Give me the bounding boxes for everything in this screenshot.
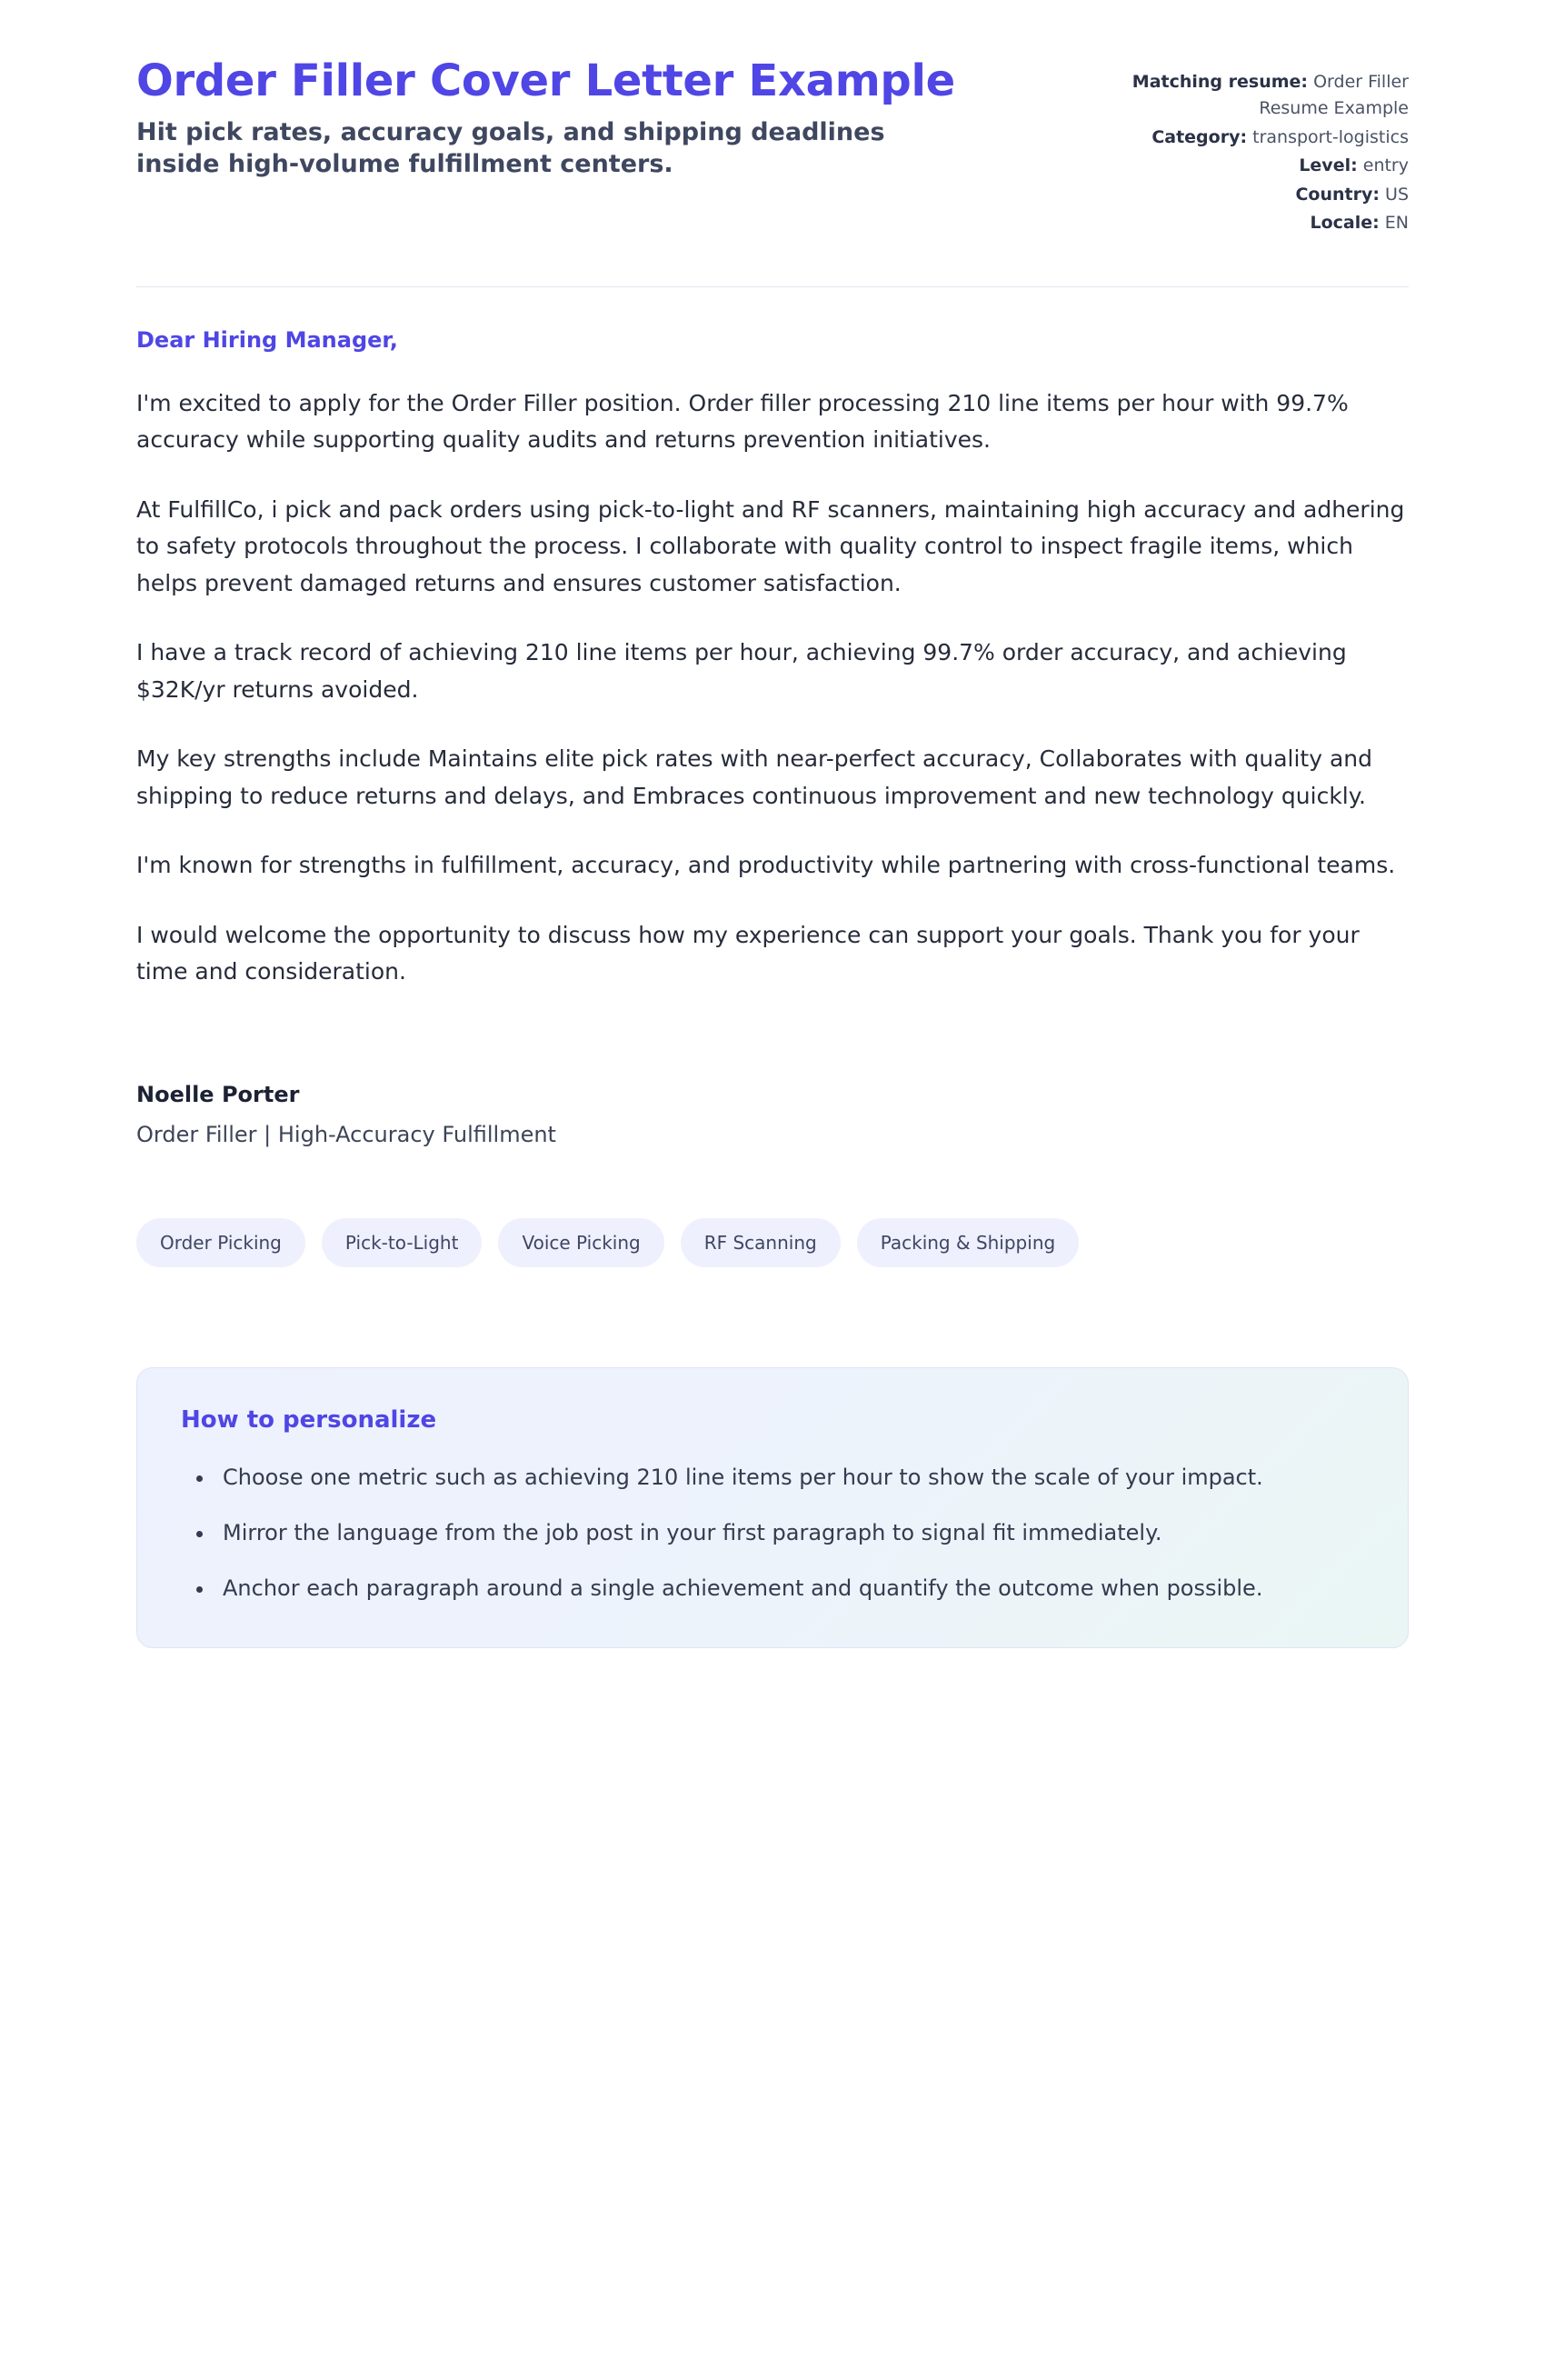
meta-label-matching-resume: Matching resume: bbox=[1131, 72, 1309, 92]
meta-label-level: Level: bbox=[1299, 155, 1358, 176]
skill-tag-pick-to-light[interactable]: Pick-to-Light bbox=[322, 1218, 483, 1267]
letter-paragraph-2: At FulfillCo, i pick and pack orders using pick-to-light and RF scanners, maintaining high accuracy and adhering to safety protocols throughout the process. I collaborate with quality control to inspect fragile items, which helps prevent damaged returns and ensures customer satisfaction. bbox=[136, 495, 1405, 596]
skill-tag-order-picking[interactable]: Order Picking bbox=[136, 1218, 305, 1267]
letter-paragraph-4: My key strengths include Maintains elite pick rates with near-perfect accuracy, Collaborates with quality and shipping to reduce returns and delays, and Embraces continuous improvement and new technology quickly. bbox=[136, 745, 1373, 809]
signature-role: Order Filler | High-Accuracy Fulfillment bbox=[136, 1121, 556, 1147]
meta-label-country: Country: bbox=[1295, 184, 1380, 205]
header-text-block bbox=[136, 56, 955, 181]
page-subtitle: Hit pick rates, accuracy goals, and shipping deadlines inside high-volume fulfillment centers. bbox=[136, 117, 885, 179]
callout-title: How to personalize bbox=[181, 1405, 437, 1434]
letter-paragraph-6: I would welcome the opportunity to discuss how my experience can support your goals. Thank you for your time and consideration. bbox=[136, 921, 1360, 985]
how-to-personalize-callout bbox=[136, 1367, 1409, 1649]
meta-row-matching-resume bbox=[1100, 69, 1409, 123]
signature-name: Noelle Porter bbox=[136, 1081, 300, 1107]
callout-list-item-3: • Anchor each paragraph around a single achievement and quantify the outcome when possible. bbox=[215, 1572, 1364, 1605]
meta-label-category: Category: bbox=[1151, 126, 1248, 147]
skill-tag-voice-picking[interactable]: Voice Picking bbox=[498, 1218, 663, 1267]
skill-tag-packing-shipping[interactable]: Packing & Shipping bbox=[857, 1218, 1079, 1267]
letter-salutation: Dear Hiring Manager, bbox=[136, 326, 398, 353]
letter-paragraph-3: I have a track record of achieving 210 line items per hour, achieving 99.7% order accuracy, and achieving $32K/yr returns avoided. bbox=[136, 639, 1347, 703]
meta-value-locale: EN bbox=[1384, 213, 1409, 234]
page-title: Order Filler Cover Letter Example bbox=[136, 55, 955, 106]
meta-value-level: entry bbox=[1362, 155, 1409, 176]
meta-value-country: US bbox=[1385, 184, 1409, 205]
letter-paragraph-1: I'm excited to apply for the Order Filler position. Order filler processing 210 line items per hour with 99.7% accuracy while supporting quality audits and returns prevention initiatives. bbox=[136, 389, 1349, 454]
skill-tag-rf-scanning[interactable]: RF Scanning bbox=[681, 1218, 841, 1267]
document-header bbox=[136, 56, 1409, 239]
meta-row-level bbox=[1100, 153, 1409, 179]
signature-block bbox=[136, 1082, 1409, 1147]
meta-label-locale: Locale: bbox=[1310, 213, 1380, 234]
meta-value-matching-resume: Order Filler Resume Example bbox=[1259, 72, 1409, 119]
letter-paragraph-5: I'm known for strengths in fulfillment, accuracy, and productivity while partnering with cross-functional teams. bbox=[136, 852, 1396, 879]
meta-row-category bbox=[1100, 125, 1409, 151]
meta-value-category: transport-logistics bbox=[1252, 126, 1409, 147]
cover-letter-body bbox=[136, 287, 1409, 1147]
callout-list-item-1: • Choose one metric such as achieving 210 line items per hour to show the scale of your impact. bbox=[215, 1461, 1364, 1495]
meta-row-locale bbox=[1100, 210, 1409, 236]
skill-tag-list bbox=[136, 1218, 1409, 1267]
metadata-panel bbox=[1100, 56, 1409, 239]
callout-list bbox=[181, 1461, 1364, 1606]
meta-row-country bbox=[1100, 182, 1409, 208]
callout-list-item-2: • Mirror the language from the job post in your first paragraph to signal fit immediately. bbox=[215, 1516, 1364, 1550]
